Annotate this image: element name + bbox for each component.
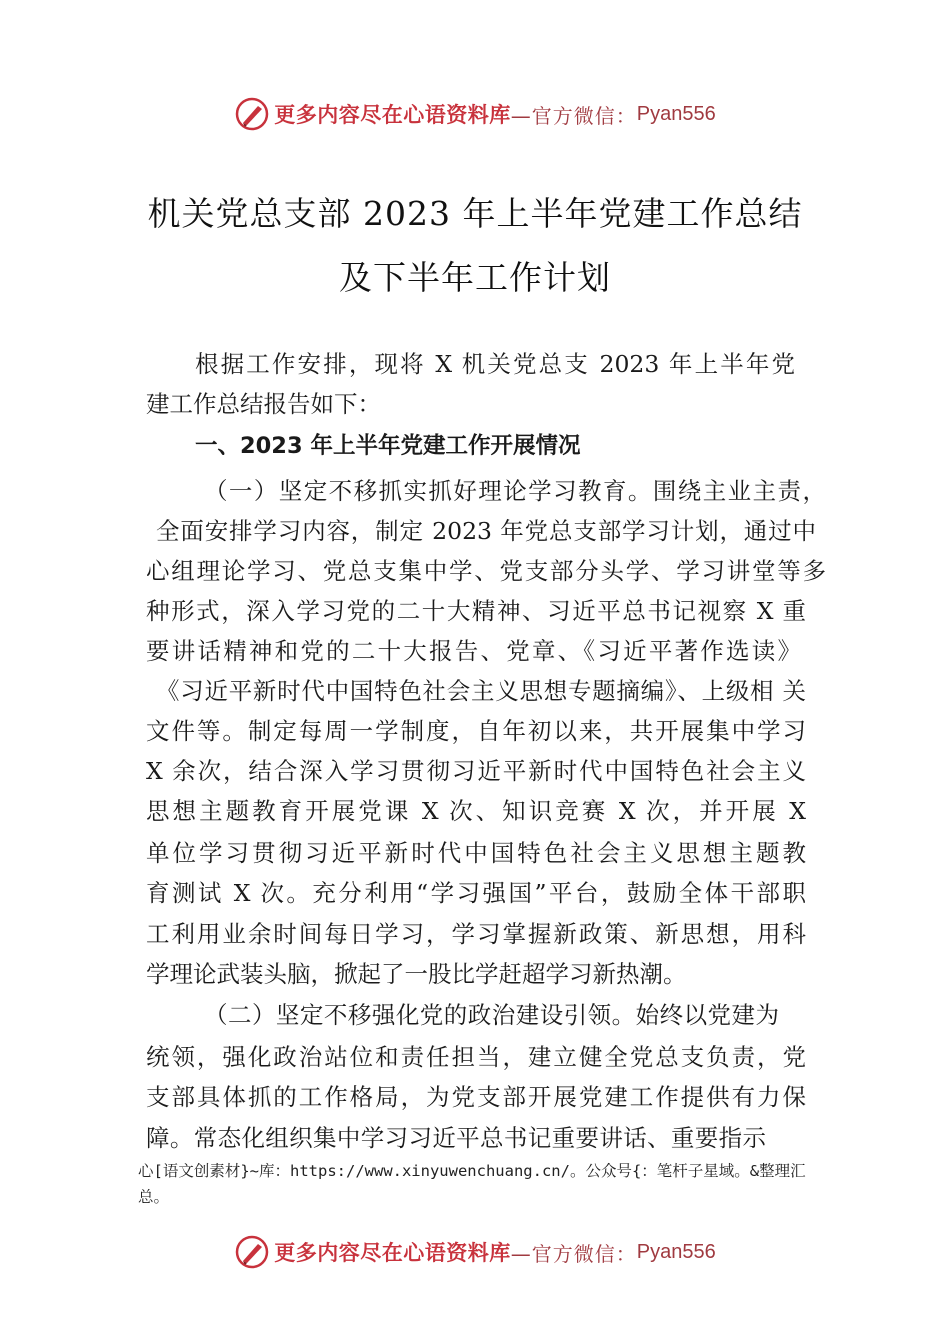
document-title-line1: 机关党总支部 2023 年上半年党建工作总结 (147, 194, 803, 233)
para1-line: 《习近平新时代中国特色社会主义思想专题摘编》、上级相 关 (156, 677, 806, 705)
banner-wechat-label: —官方微信： (510, 103, 637, 128)
para2-line: 统领，强化政治站位和责任担当，建立健全党总支负责，党 (146, 1043, 806, 1071)
para1-line: 工利用业余时间每日学习，学习掌握新政策、新思想，用科 (146, 920, 806, 948)
para1-line: 要讲话精神和党的二十大报告、党章、《习近平著作选读》 (146, 637, 801, 665)
para1-line: 育测试 X 次。充分利用“学习强国”平台，鼓励全体干部职 (146, 879, 806, 907)
para1-line: （一）坚定不移抓实抓好理论学习教育。围绕主业主责， (204, 477, 826, 505)
para1-line: 思想主题教育开展党课 X 次、知识竞赛 X 次，并开展 X (146, 797, 806, 825)
banner-wechat-id: Pyan556 (636, 1240, 716, 1263)
banner-wechat-id: Pyan556 (636, 102, 716, 125)
banner-wechat-label: —官方微信： (510, 1241, 637, 1266)
intro-line-2: 建工作总结报告如下： (146, 390, 381, 418)
para1-line: 单位学习贯彻习近平新时代中国特色社会主义思想主题教 (146, 839, 806, 867)
footer-note-line-2: 总。 (138, 1188, 170, 1206)
pen-logo-icon (234, 96, 270, 132)
footer-note-line-1: 心[语文创素材}~库：https://www.xinyuwenchuang.cn/。公众号{：笔杆子星域。&整理汇 (138, 1162, 806, 1180)
document-title-line2: 及下半年工作计划 (339, 258, 611, 297)
para2-line: 支部具体抓的工作格局，为党支部开展党建工作提供有力保 (146, 1083, 806, 1111)
para1-line: 种形式，深入学习党的二十大精神、习近平总书记视察 X 重 (146, 597, 806, 625)
para1-line: 文件等。制定每周一学制度，自年初以来，共开展集中学习 (146, 717, 806, 745)
para1-line: X 余次，结合深入学习贯彻习近平新时代中国特色社会主义 (146, 757, 806, 785)
banner-site-name: 更多内容尽在心语资料库 (274, 1240, 511, 1265)
para1-line: 心组理论学习、党总支集中学、党支部分头学、学习讲堂等多 (146, 557, 826, 585)
pen-logo-icon (234, 1234, 270, 1270)
para2-line: （二）坚定不移强化党的政治建设引领。始终以党建为 (204, 1001, 779, 1029)
section-heading: 一、2023 年上半年党建工作开展情况 (195, 433, 581, 459)
bottom-banner (0, 1232, 950, 1272)
top-banner (0, 94, 950, 134)
para1-line: 全面安排学习内容，制定 2023 年党总支部学习计划，通过中 (156, 517, 816, 545)
banner-site-name: 更多内容尽在心语资料库 (274, 102, 511, 127)
para1-line: 学理论武装头脑，掀起了一股比学赶超学习新热潮。 (146, 960, 687, 988)
intro-line-1: 根据工作安排，现将 X 机关党总支 2023 年上半年党 (195, 350, 795, 378)
para2-line: 障。常态化组织集中学习习近平总书记重要讲话、重要指示 (146, 1124, 766, 1152)
